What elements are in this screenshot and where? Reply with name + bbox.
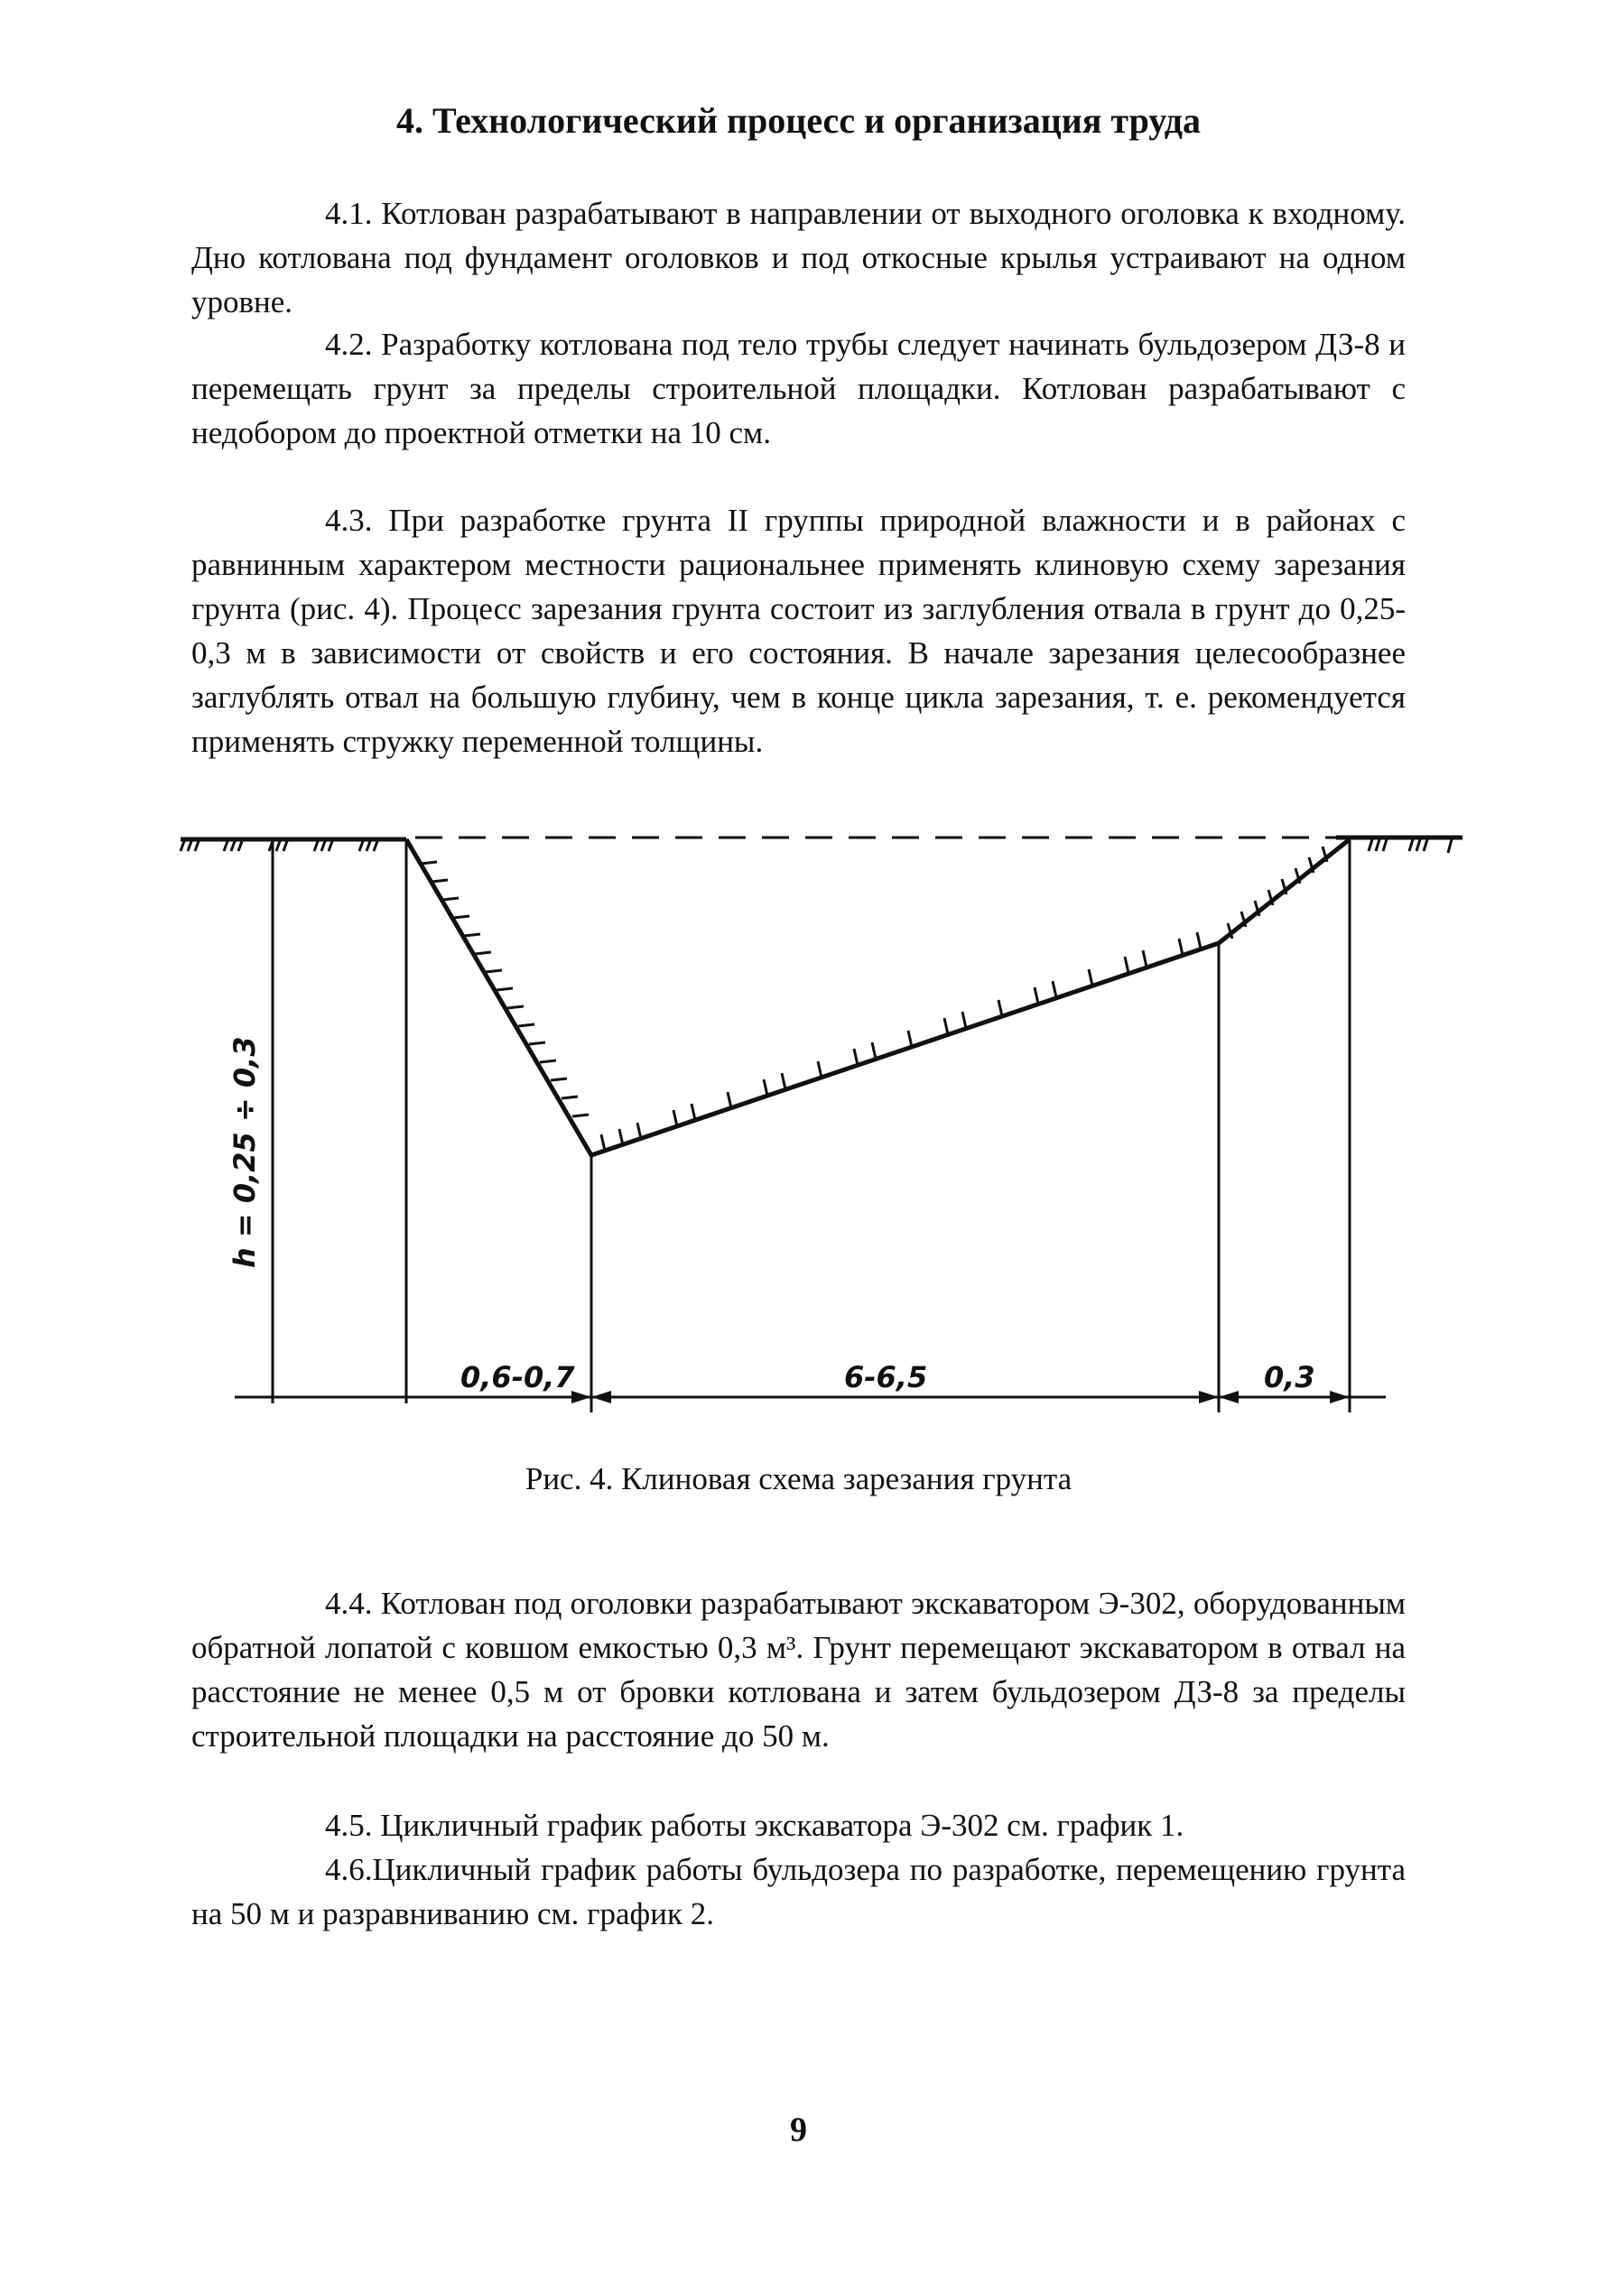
- vertical-extension-lines: [273, 839, 1350, 1412]
- paragraph-4-1: 4.1. Котлован разрабатывают в направлении от выходного оголовка к входному. Дно котлована под фундамент оголовков и под откосные крылья устраивают на одном уровне.: [191, 196, 1406, 319]
- paragraph-4-3: 4.3. При разработке грунта II группы природной влажности и в районах с равнинным характером местности рациональнее применять клиновую схему зарезания грунта (рис. 4). Процесс зарезания грунта состоит из заглубления отвала в грунт до 0,25-0,3 м в зависимости от свойств и его состояния. В начале зарезания целесообразнее заглублять отвал на большую глубину, чем в конце цикла зарезания, т. е. рекомендуется применять стружку переменной толщины.: [191, 503, 1406, 759]
- wedge-cutting-diagram: [172, 826, 1490, 1440]
- paragraph-4-2: 4.2. Разработку котлована под тело трубы следует начинать бульдозером ДЗ-8 и перемещать грунт за пределы строительной площадки. Котлован разрабатывают с недобором до проектной отметки на 10 см.: [191, 327, 1406, 450]
- dimension-height-label: h = 0,25 ÷ 0,3: [227, 1036, 262, 1268]
- dimension-right-label: 0,3: [1264, 1360, 1315, 1394]
- paragraph-4-5: 4.5. Цикличный график работы экскаватора Э-302 см. график 1.: [325, 1808, 1184, 1843]
- dimension-middle-label: 6-6,5: [844, 1360, 928, 1394]
- section-heading: 4. Технологический процесс и организация труда: [396, 100, 1201, 141]
- page-number: 9: [790, 2111, 807, 2149]
- pit-profile: [406, 839, 1350, 1155]
- paragraph-4-4: 4.4. Котлован под оголовки разрабатывают экскаватором Э-302, оборудованным обратной лопатой с ковшом емкостью 0,3 м³. Грунт перемещают экскаватором в отвал на расстояние не менее 0,5 м от бровки котлована и затем бульдозером ДЗ-8 за пределы строительной площадки на расстояние до 50 м.: [191, 1586, 1406, 1754]
- slope-hatching: [421, 847, 1327, 1151]
- figure-caption: Рис. 4. Клиновая схема зарезания грунта: [525, 1461, 1072, 1496]
- dimension-left-label: 0,6-0,7: [460, 1360, 575, 1394]
- paragraph-4-6: 4.6.Цикличный график работы бульдозера по разработке, перемещению грунта на 50 м и разравниванию см. график 2.: [191, 1852, 1406, 1931]
